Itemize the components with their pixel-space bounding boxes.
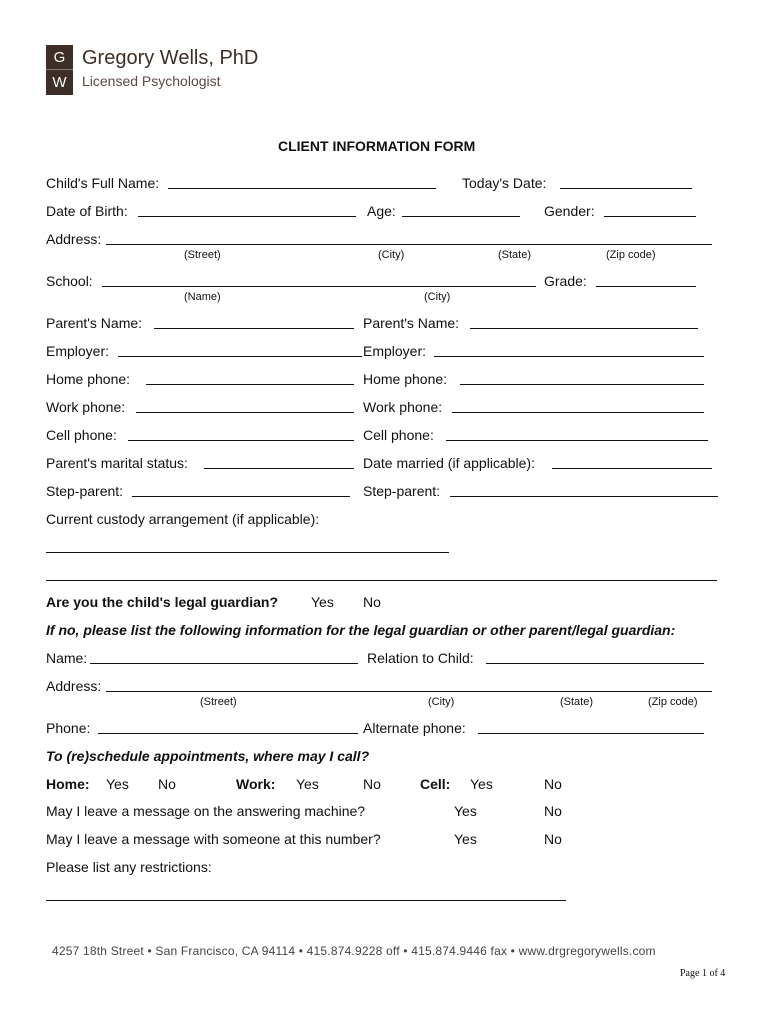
marital-status-label: Parent's marital status: [46,455,188,471]
guardian-name-label: Name: [46,650,88,666]
parent2-employer-field[interactable] [434,356,704,357]
school-label: School: [46,273,93,289]
alt-phone-label: Alternate phone: [363,720,466,736]
guardian-city-hint: (City) [428,696,455,708]
form-title: CLIENT INFORMATION FORM [278,138,476,154]
work-yes-option[interactable]: Yes [296,776,319,792]
someone-no-option[interactable]: No [544,831,562,847]
school-name-hint: (Name) [184,291,221,303]
brand-name: Gregory Wells, PhD [82,47,259,69]
step-parent2-label: Step-parent: [363,483,441,499]
parent1-employer-label: Employer: [46,343,110,359]
guardian-yes-option[interactable]: Yes [311,594,334,610]
school-field[interactable] [102,286,536,287]
todays-date-field[interactable] [560,188,692,189]
parent2-name-label: Parent's Name: [363,315,460,331]
guardian-question: Are you the child's legal guardian? [46,594,279,610]
parent2-home-phone-label: Home phone: [363,371,448,387]
dob-label: Date of Birth: [46,203,128,219]
date-married-field[interactable] [552,468,712,469]
someone-question: May I leave a message with someone at this number? [46,831,381,847]
parent1-home-phone-field[interactable] [146,384,354,385]
guardian-address-label: Address: [46,678,102,694]
work-label: Work: [236,776,276,792]
age-label: Age: [367,203,396,219]
custody-field-line2[interactable] [46,580,717,581]
address-street-hint: (Street) [184,249,221,261]
parent1-home-phone-label: Home phone: [46,371,131,387]
guardian-address-field[interactable] [106,691,712,692]
parent2-employer-label: Employer: [363,343,427,359]
parent1-name-label: Parent's Name: [46,315,143,331]
page-number: Page 1 of 4 [680,968,726,979]
parent1-cell-phone-label: Cell phone: [46,427,117,443]
step-parent2-field[interactable] [450,496,718,497]
cell-no-option[interactable]: No [544,776,562,792]
grade-label: Grade: [544,273,587,289]
gender-field[interactable] [604,216,696,217]
work-no-option[interactable]: No [363,776,381,792]
parent2-home-phone-field[interactable] [460,384,704,385]
guardian-instruction: If no, please list the following information for the legal guardian or other parent/legal guardian: [46,622,676,638]
relation-field[interactable] [486,663,704,664]
relation-label: Relation to Child: [367,650,474,666]
guardian-street-hint: (Street) [200,696,237,708]
dob-field[interactable] [138,216,356,217]
logo-letter-w: W [52,74,67,91]
age-field[interactable] [402,216,520,217]
address-field[interactable] [106,244,712,245]
machine-yes-option[interactable]: Yes [454,803,477,819]
guardian-state-hint: (State) [560,696,594,708]
guardian-no-option[interactable]: No [363,594,381,610]
step-parent1-label: Step-parent: [46,483,124,499]
todays-date-label: Today's Date: [462,175,547,191]
custody-label: Current custody arrangement (if applicable): [46,511,320,527]
cell-label: Cell: [420,776,451,792]
brand-subtitle: Licensed Psychologist [82,73,221,89]
someone-yes-option[interactable]: Yes [454,831,477,847]
parent1-cell-phone-field[interactable] [128,440,354,441]
logo-mark [46,45,73,95]
child-name-label: Child's Full Name: [46,175,160,191]
home-yes-option[interactable]: Yes [106,776,129,792]
school-city-hint: (City) [424,291,451,303]
step-parent1-field[interactable] [132,496,350,497]
parent2-cell-phone-label: Cell phone: [363,427,434,443]
cell-yes-option[interactable]: Yes [470,776,493,792]
parent2-cell-phone-field[interactable] [446,440,708,441]
custody-field-line1[interactable] [46,552,449,553]
parent2-work-phone-field[interactable] [452,412,704,413]
child-name-field[interactable] [168,188,436,189]
machine-question: May I leave a message on the answering machine? [46,803,366,819]
machine-no-option[interactable]: No [544,803,562,819]
guardian-phone-label: Phone: [46,720,91,736]
gender-label: Gender: [544,203,595,219]
guardian-name-field[interactable] [90,663,358,664]
date-married-label: Date married (if applicable): [363,455,535,471]
parent2-name-field[interactable] [470,328,698,329]
guardian-phone-field[interactable] [98,733,358,734]
marital-status-field[interactable] [204,468,354,469]
home-no-option[interactable]: No [158,776,176,792]
address-state-hint: (State) [498,249,532,261]
guardian-zip-hint: (Zip code) [648,696,698,708]
address-zip-hint: (Zip code) [606,249,656,261]
parent1-work-phone-label: Work phone: [46,399,126,415]
restrictions-label: Please list any restrictions: [46,859,212,875]
schedule-question: To (re)schedule appointments, where may I call? [46,748,370,764]
logo-letter-g: G [46,45,73,70]
restrictions-field[interactable] [46,900,566,901]
grade-field[interactable] [596,286,696,287]
footer-contact: 4257 18th Street • San Francisco, CA 94114 • 415.874.9228 off • 415.874.9446 fax • www.drgregorywells.com [52,944,656,958]
address-city-hint: (City) [378,249,405,261]
address-label: Address: [46,231,102,247]
home-label: Home: [46,776,90,792]
parent2-work-phone-label: Work phone: [363,399,443,415]
alt-phone-field[interactable] [478,733,704,734]
parent1-employer-field[interactable] [118,356,362,357]
parent1-name-field[interactable] [154,328,354,329]
parent1-work-phone-field[interactable] [136,412,354,413]
